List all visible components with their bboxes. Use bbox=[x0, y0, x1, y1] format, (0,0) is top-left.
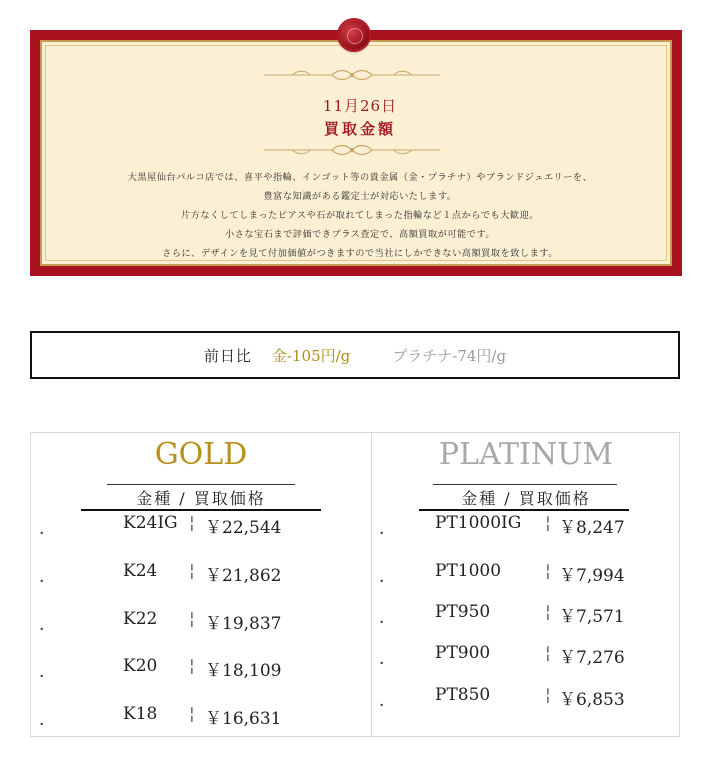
bullet: . bbox=[379, 691, 385, 711]
platinum-price-row bbox=[379, 561, 673, 585]
platinum-price-row bbox=[379, 643, 673, 667]
bullet: . bbox=[379, 519, 385, 539]
bullet: . bbox=[39, 567, 45, 587]
gold-price-row bbox=[39, 704, 359, 728]
metal-price: ￥21,862 bbox=[205, 566, 282, 586]
platinum-change-value: プラチナ-74円/g bbox=[392, 346, 507, 365]
flourish-ornament-icon bbox=[262, 143, 442, 157]
metal-name: PT1000 bbox=[435, 561, 502, 581]
wax-seal-icon bbox=[339, 20, 369, 50]
metal-name: K20 bbox=[123, 656, 158, 676]
price-change-label: 前日比 bbox=[203, 346, 252, 365]
metal-price: ￥6,853 bbox=[559, 690, 625, 710]
platinum-price-row bbox=[379, 685, 673, 709]
platinum-subheading: 金種 / 買取価格 bbox=[461, 489, 591, 508]
divider bbox=[81, 509, 321, 511]
bullet: . bbox=[379, 649, 385, 669]
bullet: . bbox=[39, 662, 45, 682]
separator: ¦ bbox=[189, 704, 195, 724]
metal-price: ￥18,109 bbox=[205, 661, 282, 681]
column-divider bbox=[371, 433, 372, 736]
divider bbox=[107, 484, 295, 485]
bullet: . bbox=[39, 615, 45, 635]
separator: ¦ bbox=[189, 656, 195, 676]
gold-price-row bbox=[39, 513, 359, 537]
separator: ¦ bbox=[545, 643, 551, 663]
banner-line: さらに、デザインを見て付加価値がつきますので当社にしかできない高額買取を致します。 bbox=[162, 248, 558, 259]
divider bbox=[433, 484, 617, 485]
metal-name: PT950 bbox=[435, 602, 491, 622]
banner-line: 小さな宝石まで評価できプラス査定で、高額買取が可能です。 bbox=[224, 229, 496, 240]
gold-price-row bbox=[39, 656, 359, 680]
metal-price: ￥7,276 bbox=[559, 648, 625, 668]
metal-price: ￥7,571 bbox=[559, 607, 625, 627]
metal-name: K18 bbox=[123, 704, 158, 724]
banner-line: 片方なくしてしまったピアスや石が取れてしまった指輪など１点からでも大歓迎。 bbox=[181, 210, 539, 221]
metal-name: PT1000IG bbox=[435, 513, 522, 533]
separator: ¦ bbox=[189, 513, 195, 533]
price-change-box bbox=[30, 331, 680, 379]
metal-name: K24 bbox=[123, 561, 158, 581]
bullet: . bbox=[39, 710, 45, 730]
gold-subheading: 金種 / 買取価格 bbox=[136, 489, 266, 508]
banner-description bbox=[90, 168, 630, 263]
platinum-heading: PLATINUM bbox=[438, 437, 614, 472]
separator: ¦ bbox=[189, 561, 195, 581]
gold-price-row bbox=[39, 561, 359, 585]
divider bbox=[419, 509, 629, 511]
banner-date: 11月26日 bbox=[322, 97, 398, 115]
metal-price: ￥22,544 bbox=[205, 518, 282, 538]
bullet: . bbox=[379, 608, 385, 628]
platinum-price-row bbox=[379, 513, 673, 537]
separator: ¦ bbox=[545, 602, 551, 622]
metal-price: ￥8,247 bbox=[559, 518, 625, 538]
bullet: . bbox=[39, 519, 45, 539]
metal-price: ￥16,631 bbox=[205, 709, 282, 729]
separator: ¦ bbox=[545, 561, 551, 581]
separator: ¦ bbox=[545, 513, 551, 533]
metal-price: ￥19,837 bbox=[205, 614, 282, 634]
metal-name: PT900 bbox=[435, 643, 491, 663]
gold-price-row bbox=[39, 609, 359, 633]
gold-change-value: 金-105円/g bbox=[271, 346, 351, 365]
gold-heading: GOLD bbox=[154, 437, 248, 472]
flourish-ornament-icon bbox=[262, 68, 442, 82]
banner-line: 大黒屋仙台パルコ店では、喜平や指輪、インゴット等の貴金属（金・プラチナ）やブランドジュエリーを、 bbox=[127, 172, 593, 183]
banner-title: 買取金額 bbox=[323, 120, 396, 138]
metal-name: K24IG bbox=[123, 513, 178, 533]
separator: ¦ bbox=[189, 609, 195, 629]
price-table bbox=[30, 432, 680, 737]
bullet: . bbox=[379, 567, 385, 587]
metal-name: PT850 bbox=[435, 685, 491, 705]
platinum-price-row bbox=[379, 602, 673, 626]
banner-line: 豊富な知識がある鑑定士が対応いたします。 bbox=[263, 191, 457, 202]
separator: ¦ bbox=[545, 685, 551, 705]
metal-name: K22 bbox=[123, 609, 158, 629]
metal-price: ￥7,994 bbox=[559, 566, 625, 586]
